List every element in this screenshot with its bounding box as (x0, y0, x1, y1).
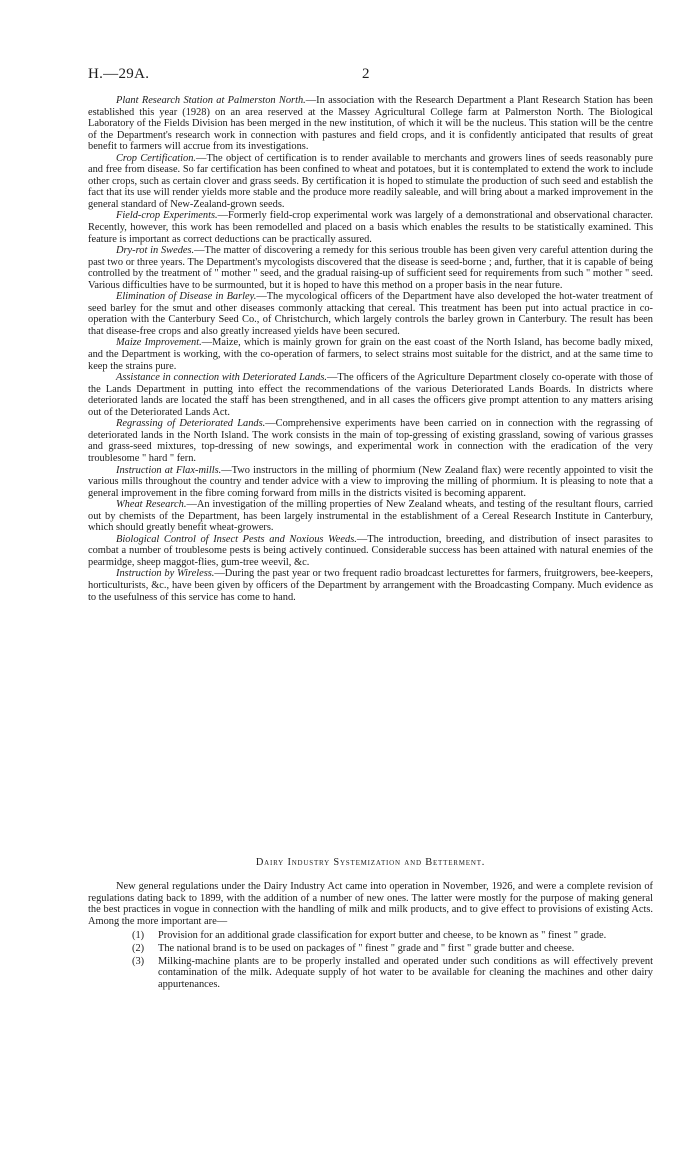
paragraph-heading: Plant Research Station at Palmerston North. (116, 95, 306, 106)
paragraph-dry-rot-in-swedes (88, 245, 653, 291)
paragraph-text: —In association with the Research Department a Plant Research Station has been established this year (1928) on an area reserved at the Massey Agricultural College farm at Palmerston North. The Biological Laboratory of the Fields Division has been merged in the new institution, of which it will be the nucleus. This station will be the centre of the Department's research work in connection with pastures and field crops, and it is confidently anticipated that results of great benefit to farmers will accrue from its investigations. (88, 95, 653, 153)
paragraph-text: —The mycological officers of the Department have also developed the hot-water treatment of seed barley for the smut and other diseases commonly attacking that cereal. This treatment has been put into actual practice in co-operation with the Canterbury Seed Co., of Christchurch, which largely controls the barley grown in Canterbury. The result has been that disease-free crops and also greatly increased yields have been secured. (88, 291, 653, 337)
paragraph-text: —Formerly field-crop experimental work was largely of a demonstrational and observational character. Recently, however, this work has been remodelled and placed on a basis which enables the results to be statistically examined. This feature is important as correct deductions can be practically assured. (88, 210, 653, 245)
paragraph-maize-improvement (88, 337, 653, 372)
paragraph-heading: Instruction at Flax-mills. (116, 464, 222, 476)
list-item-text: Provision for an additional grade classification for export butter and cheese, to be known as " finest " grade. (158, 930, 607, 942)
paragraph-heading: Dry-rot in Swedes. (116, 245, 195, 257)
list-item-text: Milking-machine plants are to be properly installed and operated under such conditions as will effectively prevent contamination of the milk. Adequate supply of hot water to be available for cleaning the machines and other dairy appurtenances. (158, 955, 653, 990)
list-item-text: The national brand is to be used on packages of " finest " grade and " first " grade butter and cheese. (158, 942, 575, 954)
paragraph-text: —The officers of the Agriculture Department closely co-operate with those of the Lands Department in putting into effect the recommendations of the various Deteriorated Lands Boards. In districts where deteriorated lands are located the staff has been strengthened, and in all cases the officers give prompt attention to any matters arising out of the Deteriorated Lands Act. (88, 372, 653, 418)
paragraph-text: —An investigation of the milling properties of New Zealand wheats, and testing of the resultant flours, carried out by chemists of the Department, has been largely instrumental in the establishment of a Cereal Research Institute in Canterbury, which should greatly benefit wheat-growers. (88, 499, 654, 534)
paragraph-heading: Crop Certification. (116, 152, 197, 164)
paragraph-text: —Comprehensive experiments have been carried on in connection with the regrassing of deteriorated lands in the North Island. The work consists in the main of top-gressing of existing grassland, sowing of various grasses and grass-seed mixtures, top-dressing of new sowings, and experimental work in connection with the eradication of the very troublesome " hard " fern. (88, 418, 653, 464)
paragraph-heading: Regrassing of Deteriorated Lands. (116, 418, 266, 430)
paragraph-text: —During the past year or two frequent radio broadcast lecturettes for farmers, fruitgrowers, bee-keepers, horticulturists, &c., have been given by officers of the Department by arrangement with the Broadcasting Company. Much evidence as to the usefulness of this service has come to hand. (88, 568, 653, 603)
paragraph-heading: Maize Improvement. (116, 337, 202, 349)
section-intro: New general regulations under the Dairy Industry Act came into operation in November, 1926, and were a complete revision of regulations dating back to 1899, with the addition of a number of new ones. The latter were mostly for the purpose of making general the best practices in vogue in connection with the handling of milk and milk products, and to give effect to provisions of existing Acts. Among the more important are— (88, 881, 653, 927)
list-item-number: (1) (132, 930, 145, 942)
paragraph-heading: Field-crop Experiments. (116, 210, 218, 222)
page-header (88, 66, 608, 86)
paragraph-text: —The matter of discovering a remedy for this serious trouble has been given very careful attention during the past two or three years. The Department's mycologists discovered that the disease is seed-borne ; and, further, that it is capable of being controlled by the treatment of " mother " seed, and the gradual raising-up of sufficient seed for requirements from such " mother " seed. Various difficulties have to be surmounted, but it is hoped to have this method on a proper basis in the near future. (88, 245, 653, 291)
paragraph-heading: Elimination of Disease in Barley. (116, 291, 257, 303)
list-item (88, 930, 653, 942)
paragraph-text: —Maize, which is mainly grown for grain on the east coast of the North Island, has become badly mixed, and the Department is working, with the co-operation of farmers, to select strains most suitable for the district, and at the same time to keep the strains pure. (88, 337, 653, 372)
page-number: 2 (362, 66, 370, 82)
paragraph-heading: Biological Control of Insect Pests and Noxious Weeds. (116, 533, 357, 545)
document-reference: H.—29A. (88, 66, 150, 82)
paragraph-wheat-research (88, 499, 653, 534)
paragraph-heading: Wheat Research. (116, 499, 187, 511)
regulations-list (88, 930, 653, 990)
list-item-number: (2) (132, 942, 145, 954)
paragraph-crop-certification (88, 153, 653, 211)
paragraph-plant-research-station (88, 95, 653, 153)
paragraph-instruction-by-wireless (88, 568, 653, 603)
section-body (88, 881, 653, 991)
paragraph-regrassing (88, 418, 653, 464)
paragraph-heading: Instruction by Wireless. (116, 568, 215, 580)
paragraph-deteriorated-lands-assistance (88, 372, 653, 418)
paragraph-heading: Assistance in connection with Deteriorated Lands. (116, 372, 328, 384)
paragraph-text: —Two instructors in the milling of phormium (New Zealand flax) were recently appointed to visit the various mills throughout the country and tender advice with a view to improving the milling of phormium. It is pleasing to note that a general improvement in the fibre coming forward from mills in the districts visited is becoming apparent. (88, 464, 653, 499)
list-item-number: (3) (132, 955, 145, 967)
paragraph-text: —The object of certification is to render available to merchants and growers lines of seeds reasonably pure and free from disease. So far certification has been confined to wheat and potatoes, but it is contemplated to extend the work to include other crops, such as certain clover and grass seeds. By certification it is hoped to stimulate the production of such seed and establish the fact that its use will render yields more stable and the produce more readily saleable, and will bring about a marked improvement in the general standard of New-Zealand-grown seeds. (88, 152, 654, 210)
paragraph-disease-in-barley (88, 291, 653, 337)
paragraph-biological-control (88, 534, 653, 569)
paragraph-text: —The introduction, breeding, and distribution of insect parasites to combat a number of troublesome pests is being actively continued. Considerable success has been attained with natural enemies of the pearmidge, sheep maggot-flies, gum-tree weevil, &c. (88, 533, 653, 568)
paragraph-field-crop-experiments (88, 210, 653, 245)
body-text (88, 95, 653, 603)
list-item (88, 943, 653, 955)
paragraph-flax-mills (88, 465, 653, 500)
list-item (88, 956, 653, 991)
section-title: Dairy Industry Systemization and Betterment. (255, 857, 486, 868)
